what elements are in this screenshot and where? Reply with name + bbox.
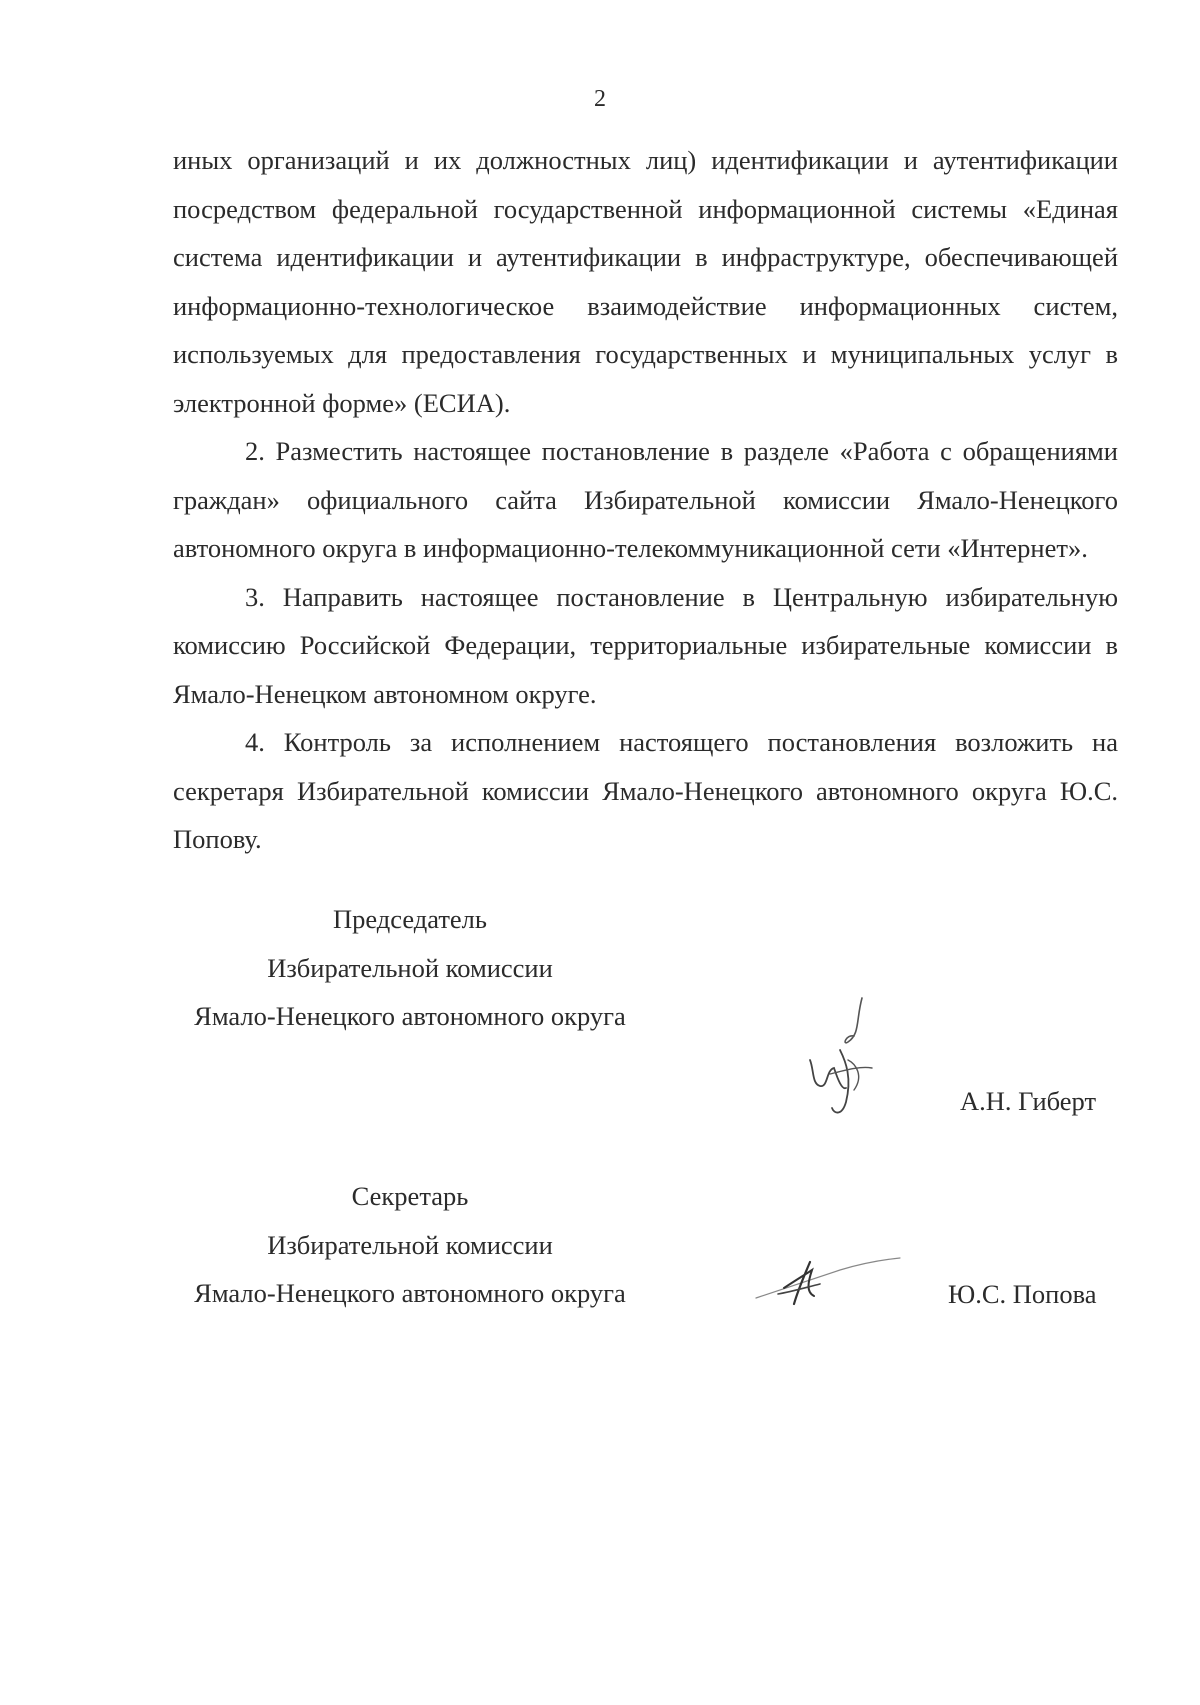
chairman-position-line-1: Председатель xyxy=(333,904,487,934)
chairman-position xyxy=(160,895,660,1041)
page-number: 2 xyxy=(594,86,606,112)
secretary-name: Ю.С. Попова xyxy=(948,1279,1097,1309)
chairman-position-line-2: Избирательной комиссии xyxy=(267,952,553,983)
paragraph-item-4: 4. Контроль за исполнением настоящего постановления возложить на секретаря Избирательной комиссии Ямало-Ненецкого автономного округа Ю.С. Попову. xyxy=(173,727,1118,854)
chairman-name: А.Н. Гиберт xyxy=(960,1086,1097,1116)
secretary-position-line-2: Избирательной комиссии xyxy=(267,1229,553,1260)
paragraph-item-3: 3. Направить настоящее постановление в Центральную избирательную комиссию Российской Федерации, территориальные избирательные комиссии в Ямало-Ненецком автономном округе. xyxy=(173,581,1118,709)
secretary-position-line-3: Ямало-Ненецкого автономного округа xyxy=(194,1278,626,1308)
secretary-handwritten-signature xyxy=(750,1240,910,1320)
secretary-position xyxy=(160,1172,660,1318)
paragraph-continuation: иных организаций и их должностных лиц) идентификации и аутентификации посредством федеральной государственной информационной системы «Единая система идентификации и аутентификации в инфраструктуре, обеспечивающей информационно-технологическое взаимодействие информационных систем, используемых для предоставления государственных и муниципальных услуг в электронной форме» (ЕСИА). xyxy=(173,145,1118,418)
paragraph-item-2: 2. Разместить настоящее постановление в разделе «Работа с обращениями граждан» официального сайта Избирательной комиссии Ямало-Ненецкого автономного округа в информационно-телекоммуникационной сети «Интернет». xyxy=(173,436,1118,563)
chairman-position-line-3: Ямало-Ненецкого автономного округа xyxy=(194,1001,626,1031)
secretary-position-line-1: Секретарь xyxy=(351,1181,469,1211)
chairman-handwritten-signature xyxy=(790,990,900,1130)
document-body xyxy=(173,136,1118,864)
